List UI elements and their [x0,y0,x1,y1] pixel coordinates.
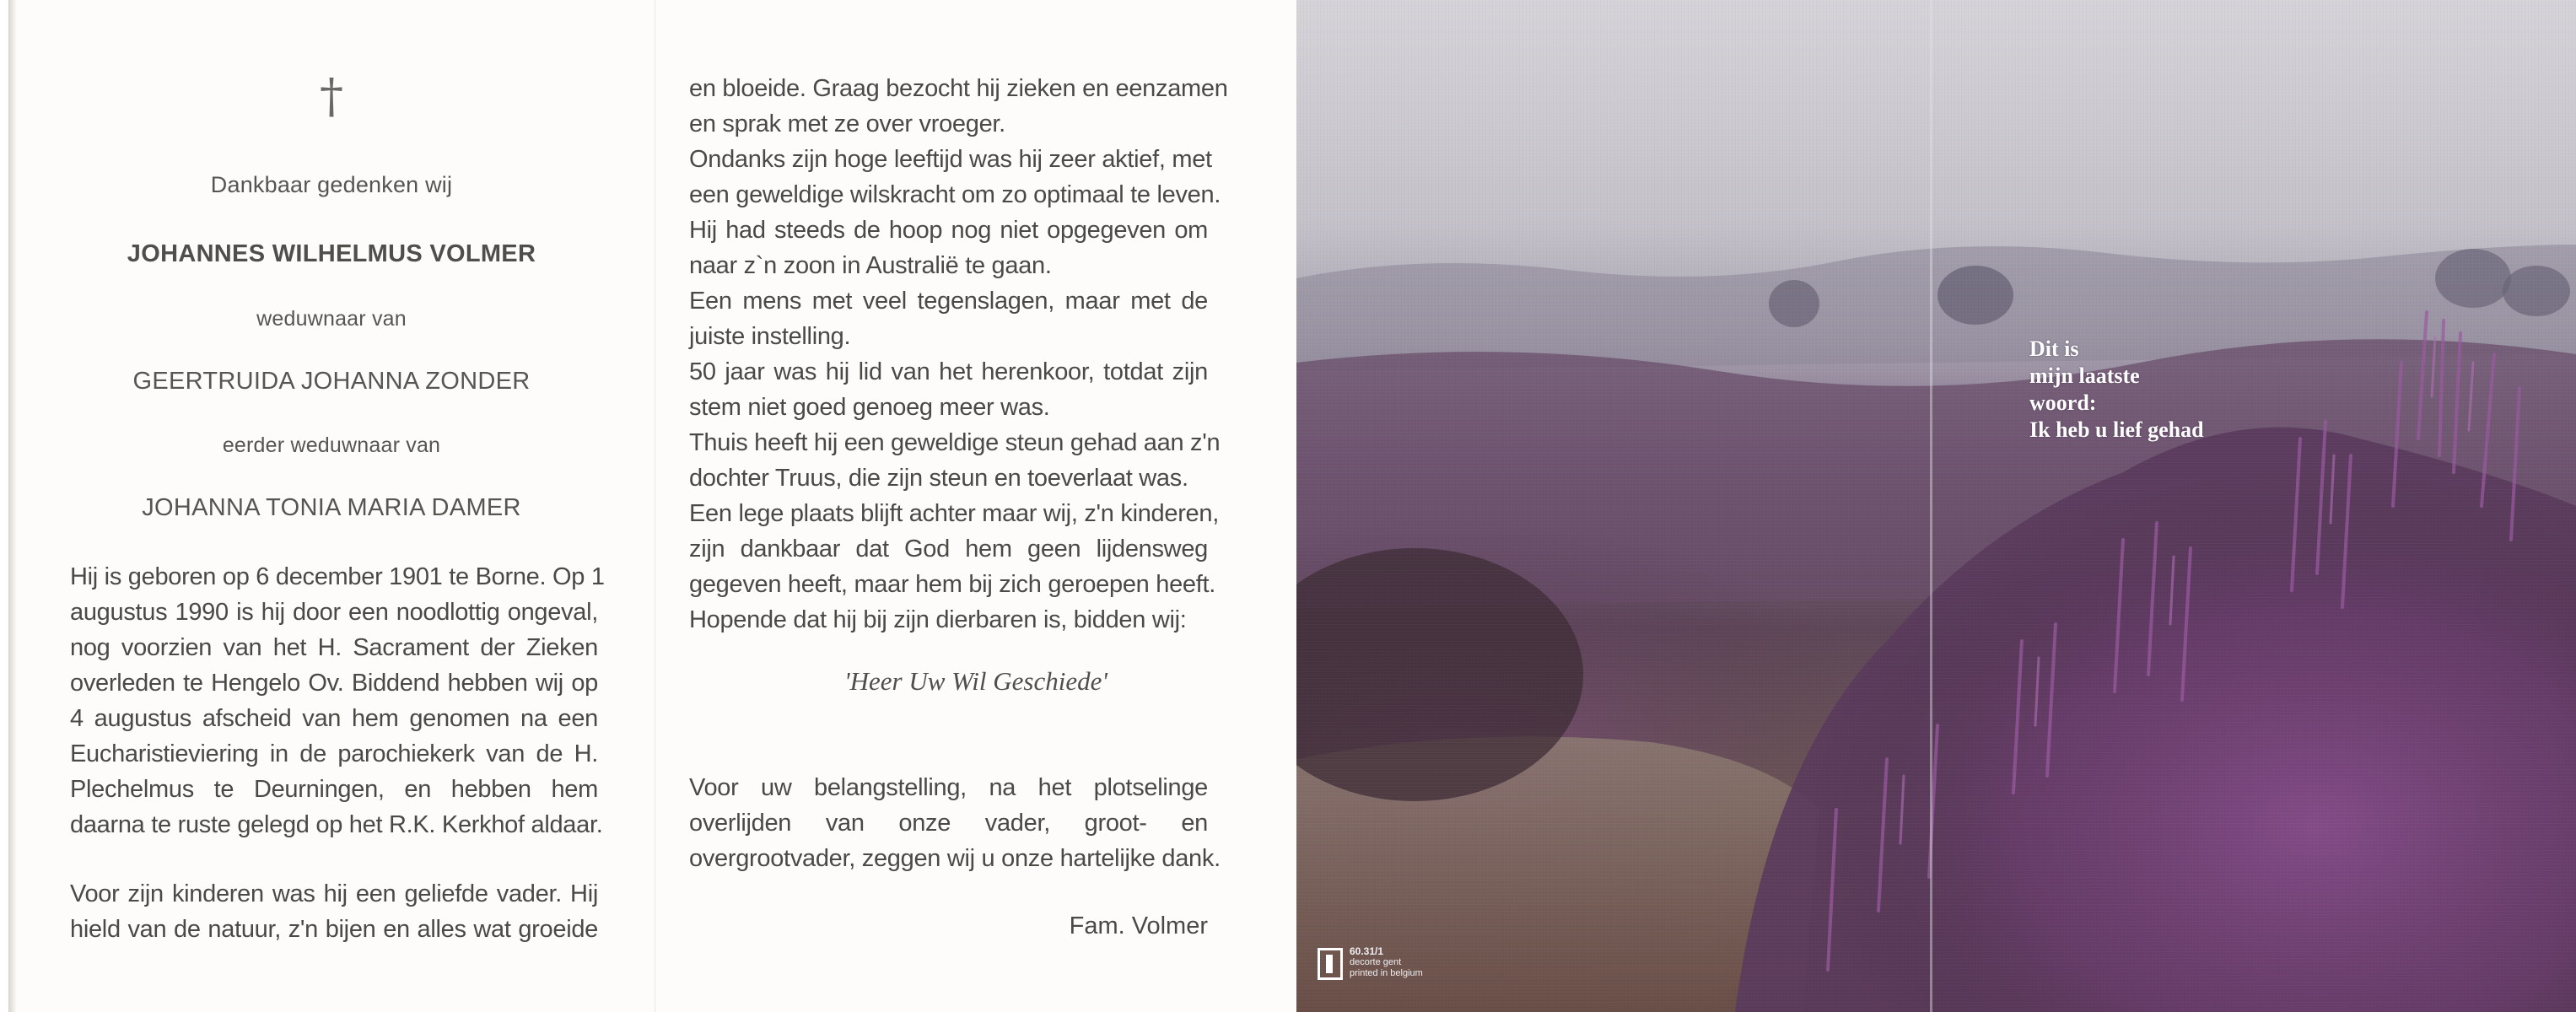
thanks-paragraph [689,770,1221,876]
text-line: Thuis heeft hij een geweldige steun gehad aan z'n [689,429,1221,456]
heather-landscape-photo [1296,0,2576,1012]
relation-text-1: weduwnaar van [256,307,407,331]
printer-logo-icon [1318,948,1343,980]
text-line: Hij is geboren op 6 december 1901 te Borne. Op 1 [70,563,605,590]
text-line: nog voorzien van het H. Sacrament der Zieken [70,634,598,661]
printer-mark [1318,946,1444,985]
text-line: stem niet goed genoeg meer was. [689,394,1050,421]
printer-note: printed in belgium [1350,968,1423,978]
text-line: Eucharistieviering in de parochiekerk van de H. [70,740,598,767]
text-line: Voor zijn kinderen was hij een geliefde vader. Hij [70,880,598,907]
poem-text [2029,336,2204,444]
text-line: overlijden van onze vader, groot- en [689,810,1208,837]
relation-text-2: eerder weduwnaar van [222,433,441,457]
text-line: hield van de natuur, z'n bijen en alles wat groeide [70,916,598,943]
text-line: daarna te ruste gelegd op het R.K. Kerkhof aldaar. [70,811,603,838]
intro-text: Dankbaar gedenken wij [210,172,453,197]
text-line: een geweldige wilskracht om zo optimaal te leven. [689,181,1221,208]
left-panel [8,0,655,1012]
text-line: en bloeide. Graag bezocht hij zieken en eenzamen [689,75,1228,102]
spouse-name-1: GEERTRUIDA JOHANNA ZONDER [132,368,531,395]
text-line: Plechelmus te Deurningen, en hebben hem [70,776,598,803]
spouse-name-2: JOHANNA TONIA MARIA DAMER [142,494,521,521]
text-line: Hopende dat hij bij zijn dierbaren is, bidden wij: [689,606,1187,633]
poem-line: Dit is [2029,336,2079,361]
text-line: overgrootvader, zeggen wij u onze hartelijke dank. [689,845,1221,872]
printer-name: decorte gent [1350,957,1402,967]
text-line: gegeven heeft, maar hem bij zich geroepen heeft. [689,571,1216,598]
poem-line: mijn laatste [2029,363,2140,388]
signature: Fam. Volmer [1069,912,1208,939]
motto-text: 'Heer Uw Wil Geschiede' [844,666,1107,696]
printer-code: 60.31/1 [1350,945,1384,957]
deceased-name: JOHANNES WILHELMUS VOLMER [127,240,536,267]
text-line: juiste instelling. [689,323,851,350]
poem-line: woord: [2029,390,2097,415]
text-line: naar z`n zoon in Australië te gaan. [689,252,1052,279]
text-line: Een lege plaats blijft achter maar wij, z'n kinderen, [689,500,1219,527]
life-paragraph [689,71,1228,638]
text-line: dochter Truus, die zijn steun en toeverlaat was. [689,465,1188,492]
text-line: overleden te Hengelo Ov. Biddend hebben wij op [70,670,598,697]
text-line: Ondanks zijn hoge leeftijd was hij zeer aktief, met [689,146,1212,173]
text-line: zijn dankbaar dat God hem geen lijdensweg [689,536,1208,563]
landscape-image [1296,0,2576,1012]
text-line: 4 augustus afscheid van hem genomen na een [70,705,598,732]
family-paragraph [70,876,598,947]
text-line: Een mens met veel tegenslagen, maar met de [689,288,1208,315]
text-line: en sprak met ze over vroeger. [689,110,1005,137]
text-line: Voor uw belangstelling, na het plotselinge [689,774,1208,801]
text-line: 50 jaar was hij lid van het herenkoor, totdat zijn [689,358,1208,385]
text-line: augustus 1990 is hij door een noodlottig ongeval, [70,599,598,626]
printer-info [1350,946,1423,979]
poem-line: Ik heb u lief gehad [2029,417,2204,442]
text-line: Hij had steeds de hoop nog niet opgegeven om [689,217,1208,244]
cross-icon: † [320,69,343,124]
biography-paragraph [70,559,605,842]
